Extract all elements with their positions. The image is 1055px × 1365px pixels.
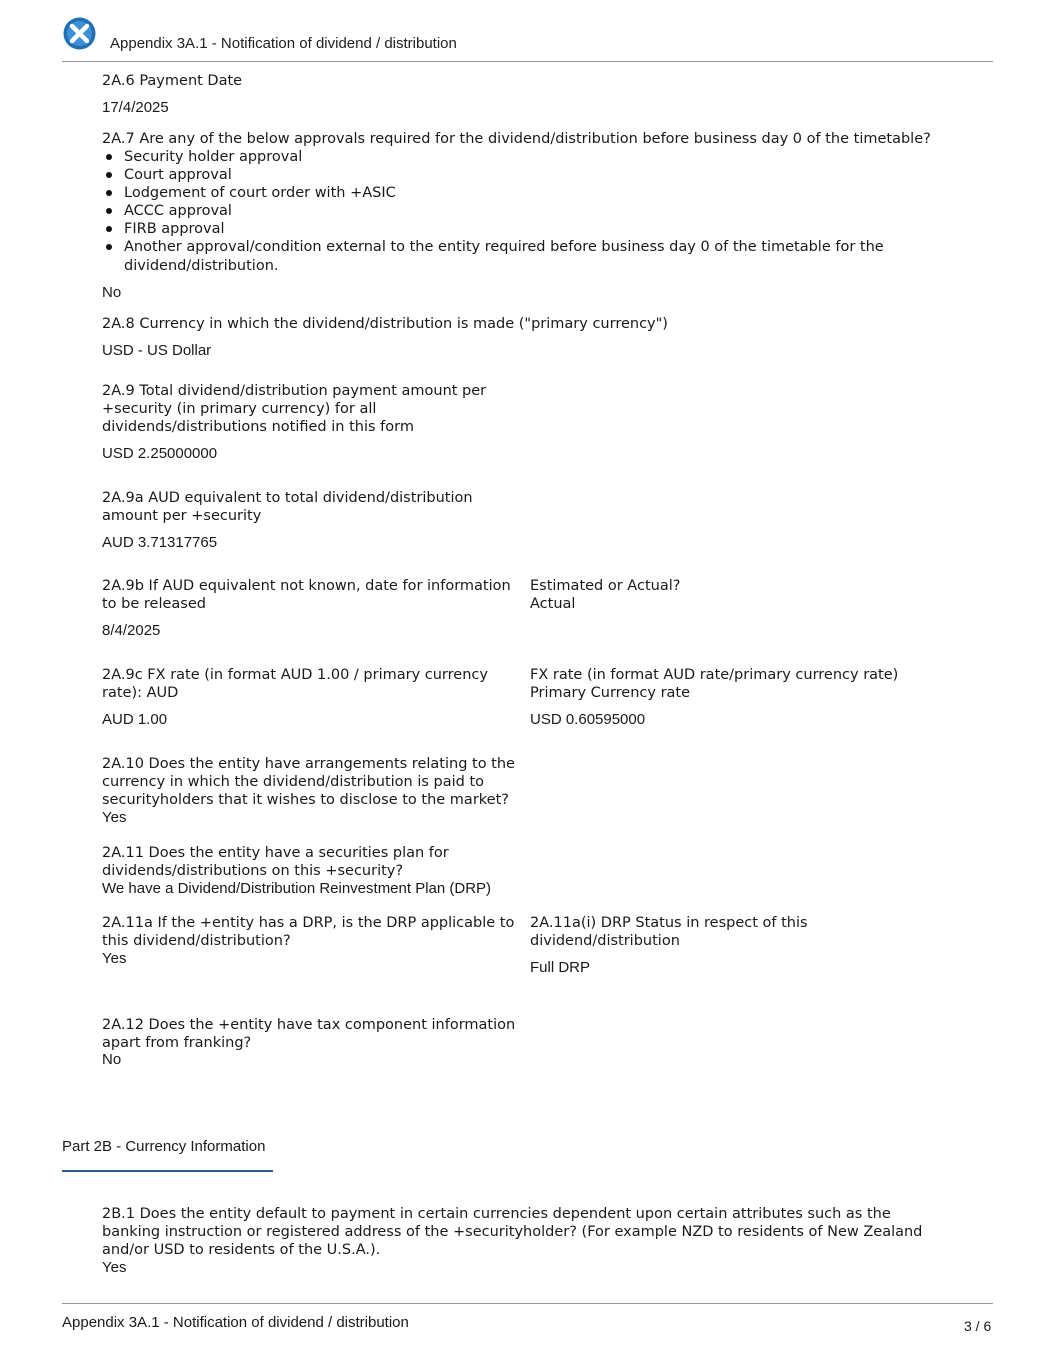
list-item-continuation: dividend/distribution. [124, 258, 279, 274]
list-item: ACCC approval [102, 202, 884, 220]
answer-2a11ai: Full DRP [530, 959, 591, 976]
question-2a9a: 2A.9a AUD equivalent to total dividend/distribution amount per +security [102, 490, 473, 524]
answer-2a6: 17/4/2025 [102, 99, 169, 116]
question-2a9: 2A.9 Total dividend/distribution payment amount per +security (in primary currency) for all dividends/distributions notified in this form [102, 383, 487, 435]
question-2a11a: 2A.11a If the +entity has a DRP, is the DRP applicable to this dividend/distribution? [102, 915, 515, 949]
question-2a9b-estimated: Estimated or Actual? [530, 578, 681, 594]
footer-divider [62, 1303, 993, 1304]
section-underline [62, 1170, 273, 1172]
answer-2a9b-estimated: Actual [530, 596, 576, 612]
answer-2a7: No [102, 284, 122, 301]
page-number: 3 / 6 [964, 1318, 992, 1334]
answer-2a9: USD 2.25000000 [102, 445, 218, 462]
question-2a6: 2A.6 Payment Date [102, 73, 243, 89]
answer-2a9c: AUD 1.00 [102, 711, 168, 728]
answer-2a11: We have a Dividend/Distribution Reinvestment Plan (DRP) [102, 880, 492, 897]
list-item: Court approval [102, 166, 884, 184]
question-2a7: 2A.7 Are any of the below approvals required for the dividend/distribution before business day 0 of the timetable? [102, 131, 931, 147]
question-2a11: 2A.11 Does the entity have a securities plan for dividends/distributions on this +security? [102, 845, 449, 879]
footer-title: Appendix 3A.1 - Notification of dividend / distribution [62, 1314, 409, 1331]
question-2b1: 2B.1 Does the entity default to payment in certain currencies dependent upon certain attributes such as the banking instruction or registered address of the +securityholder? (For example NZD to residents of New Zealand and/or USD to residents of the U.S.A.). [102, 1206, 923, 1258]
answer-2a9a: AUD 3.71317765 [102, 534, 218, 551]
list-item: Security holder approval [102, 148, 884, 166]
list-item: Another approval/condition external to the entity required before business day 0 of the timetable for the [102, 238, 884, 256]
answer-2a9b: 8/4/2025 [102, 622, 161, 639]
asx-logo-icon [63, 17, 96, 50]
answer-2a11a: Yes [102, 950, 127, 967]
answer-2a8: USD - US Dollar [102, 342, 212, 359]
header-divider [62, 61, 993, 62]
question-2a8: 2A.8 Currency in which the dividend/distribution is made ("primary currency") [102, 316, 668, 332]
approval-list [102, 148, 884, 256]
answer-2a10: Yes [102, 809, 127, 826]
question-2a9b: 2A.9b If AUD equivalent not known, date for information to be released [102, 578, 511, 612]
question-2a9c: 2A.9c FX rate (in format AUD 1.00 / primary currency rate): AUD [102, 667, 488, 701]
section-title-part-2b: Part 2B - Currency Information [62, 1138, 266, 1155]
answer-2a12: No [102, 1051, 122, 1068]
header-title: Appendix 3A.1 - Notification of dividend / distribution [110, 35, 457, 52]
answer-2b1: Yes [102, 1259, 127, 1276]
answer-2a9c-fx-rate: USD 0.60595000 [530, 711, 646, 728]
question-2a12: 2A.12 Does the +entity have tax component information apart from franking? [102, 1017, 516, 1051]
question-2a11ai: 2A.11a(i) DRP Status in respect of this dividend/distribution [530, 915, 808, 949]
list-item: FIRB approval [102, 220, 884, 238]
question-2a9c-fx-rate: FX rate (in format AUD rate/primary currency rate) Primary Currency rate [530, 667, 899, 701]
question-2a10: 2A.10 Does the entity have arrangements relating to the currency in which the dividend/distribution is paid to securityholders that it wishes to disclose to the market? [102, 756, 515, 808]
list-item: Lodgement of court order with +ASIC [102, 184, 884, 202]
